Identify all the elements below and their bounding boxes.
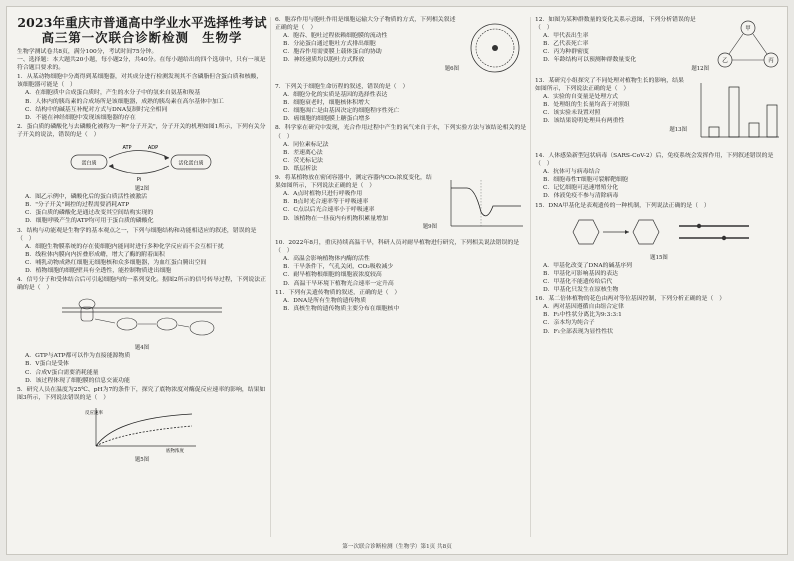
v-protein [157,318,177,330]
fig1-label-protein: 蛋白质 [81,160,97,167]
center-dot [492,45,498,51]
bar [709,127,719,137]
option: A．高温会影响植物体内酶的活性 [283,256,370,263]
figure-caption: 题4图 [134,345,150,352]
option: A．在细胞质中合成蛋白质时，产生的水分子中的氢来自氨基和羧基 [25,90,201,97]
column-1 [17,15,267,543]
option: B．乙代表死亡率 [543,41,589,48]
arrow [753,34,767,54]
effector [190,321,214,335]
option: D．神经递质均以胞吐方式释放 [283,57,365,64]
option: C．胞吞作用需要膜上载体蛋白的协助 [283,49,382,56]
signal-transduction-diagram [57,294,227,342]
option: D．高温干旱环境下植物光合速率一定升高 [283,280,394,287]
option: B．差速离心法 [283,149,323,156]
question-stem: 13．某研究小组探究了不同处理对植物生长的影响，结果如图所示，下列说法正确的是（ ） [535,78,684,93]
arrow [729,34,743,54]
title-line-2: 高三第一次联合诊断检测 生物学 [41,30,243,45]
option: B．B点时光合速率等于呼吸速率 [283,199,369,206]
cytosine-ring [573,220,599,244]
population-cycle-diagram [713,18,783,74]
arrow-bottom [109,166,169,174]
option: C．丙为种群密度 [543,49,589,56]
bar [767,105,777,137]
option: C．细胞凋亡是由基因决定的细胞程序性死亡 [283,108,400,115]
figure-1 [17,141,267,183]
option: D．细胞呼吸产生的ATP均可用于蛋白质的磷酸化 [25,218,154,225]
option: A．图乙示例中，磷酸化后的蛋白质活性被激活 [25,194,148,201]
circular-dna-figure [463,18,527,80]
figure-caption: 题15图 [650,254,668,261]
methyl-mark [722,235,726,239]
option: D．不能在神经细胞中发现该细胞器的存在 [25,114,136,121]
question-6 [275,16,527,82]
question-1 [17,73,267,122]
section-heading: 一、选择题：本大题共20小题，每小题2分，共40分。在每小题给出的四个选项中，只有一项是符合题目要求的。 [17,57,266,72]
question-stem: 6．胞吞作用与胞吐作用是细胞运输大分子物质的方式，下列相关叙述正确的是（ ） [275,17,456,32]
bar [749,123,759,137]
arrow [95,319,115,323]
option: D．该过程体现了细胞膜的信息交流功能 [25,377,130,384]
question-11 [275,289,527,313]
question-stem: 8．科学家在研究中发现，光合作用过程中产生的氧气来自于水，下列实验方法与该结论相关的是（ ） [275,125,527,140]
option: C．哺乳动物成熟红细胞无细胞核和众多细胞器，为血红蛋白腾出空间 [25,259,207,266]
question-8 [275,124,527,173]
option: B．细胞毒性T细胞可裂解靶细胞 [543,177,628,184]
option: A．同位素标记法 [283,141,329,148]
option: A．甲代表出生率 [543,33,589,40]
option: B．细胞衰老时，细胞核体积增大 [283,100,370,107]
figure-caption: 题12图 [691,65,709,72]
molecular-switch-diagram [67,141,217,183]
figure-2 [17,294,267,342]
question-10 [275,239,527,288]
option: B．F₂中性状分离比为9:3:3:1 [543,312,622,319]
column-divider [270,17,271,537]
option: C．亲本均为纯合子 [543,320,595,327]
signal-molecule [79,299,95,309]
question-stem: 9．将某植物放在密闭容器中，测定容器内CO₂浓度变化，结果如图所示，下列说法正确的是（ ） [275,175,432,190]
methyl-mark [697,223,701,227]
option: D．体液免疫不参与清除病毒 [543,193,619,200]
fig6-label-bing: 丙 [768,58,774,64]
figure-caption: 题2图 [134,186,150,193]
figure-caption: 题13图 [669,126,687,133]
bar-chart-figure [691,79,783,149]
fig1-label-pi: Pi [136,177,142,184]
option: C．C点以后光合速率小于呼吸速率 [283,207,375,214]
option: C．荧光标记法 [283,157,323,164]
option: B．处理组的生长量均高于对照组 [543,102,630,109]
curve-2 [96,426,192,446]
question-stem: 1．从某动物细胞中分离得到某细胞器，对其成分进行检测发现其不含磷脂但含蛋白质和核酸，该细胞器可能是（ ） [17,74,263,89]
option: B．人体内的胰岛素的合成场所是该细胞器，成熟的胰岛素在高尔基体中加工 [25,98,224,105]
option: B．线粒体内膜向内折叠形成嵴，增大了酶的附着面积 [25,251,165,258]
question-stem: 11．下列有关遗传物质的叙述，正确的是（ ） [275,289,401,296]
question-stem: 5．研究人员在温度为25℃、pH为7的条件下，探究了底物浓度对酶促反应速率的影响，结果如图3所示，下列说法错误的是（ ） [17,386,266,401]
column-3 [535,15,783,543]
bar [729,87,739,137]
figure-caption: 题9图 [422,223,437,230]
option: A．实验的自变量是处理方式 [543,94,618,101]
question-stem: 3．结构与功能观是生物学的基本观点之一，下列与细胞结构和功能相适应的叙述，错误的是（ ） [17,227,257,242]
rate-curve-chart [82,404,202,454]
fig6-label-jia: 甲 [745,26,751,32]
option: C．该实验未设置对照 [543,110,601,117]
option: D．纸层析法 [283,165,318,172]
option: B．"分子开关"调控的过程需要消耗ATP [25,202,130,209]
question-5 [17,386,267,464]
column-2 [275,15,527,543]
title-line-1: 2023年重庆市普通高中学业水平选择性考试 [17,15,267,30]
option: A．细胞分化的实质是基因的选择性表达 [283,92,388,99]
option: A．胞吞、胞吐过程依赖细胞膜的流动性 [283,33,388,40]
question-9 [275,174,527,238]
option: D．植物细胞的细胞壁具有全透性，能控制物质进出细胞 [25,267,172,274]
question-16 [535,295,783,335]
fig6-label-yi: 乙 [722,58,728,64]
fig1-label-adp: ADP [147,145,159,152]
option: B．真核生物的遗传物质主要分布在细胞核中 [283,305,400,312]
exam-sheet [6,6,788,555]
option: A．两对基因遵循自由组合定律 [543,304,624,311]
option: D．癌细胞的细胞膜上糖蛋白增多 [283,116,371,123]
question-stem: 12．如图为某种群数量的变化关系示意图，下列分析错误的是（ ） [535,17,696,32]
option: A．甲基化改变了DNA的碱基序列 [543,262,633,269]
option: A．DNA是所有生物的遗传物质 [283,297,367,304]
methyl-cytosine-ring [633,220,659,244]
option: C．蛋白质的磷酸化是通过改变其空间结构实现的 [25,210,154,217]
option: C．结构中的碱基互补配对方式与DNA复制时完全相同 [25,106,168,113]
question-13 [535,77,783,151]
methylation-diagram [559,212,759,252]
question-14 [535,152,783,201]
question-12 [535,16,783,76]
co2-curve-chart [441,176,527,236]
question-3 [17,227,267,276]
option: A．抗体可与病毒结合 [543,169,601,176]
question-stem: 2．蛋白质的磷酸化与去磷酸化被称为一种"分子开关"，分子开关的机理如图1所示，下列有关分子开关的说法，错误的是（ ） [17,123,266,138]
option: B．甲基化可影响基因的表达 [543,270,619,277]
figure-caption: 题6图 [444,65,459,72]
column-divider [530,17,531,537]
question-7 [275,83,527,123]
question-stem: 15．DNA甲基化是表观遗传的一种机制，下列说法正确的是（ ） [535,202,710,209]
question-stem: 4．信号分子和受体结合后可引起细胞内的一系列变化。据图2所示的信号转导过程，下列说法正确的是（ ） [17,277,267,292]
y-axis-label: 反应速率 [85,410,103,416]
g-protein [117,318,137,330]
option: C．合成V蛋白需要消耗能量 [25,369,99,376]
arrow-top [109,151,169,159]
instructions: 生物学测试卷共8页，满分100分，考试时间75分钟。 [17,49,158,55]
co2-curve [451,188,521,216]
exam-title [17,15,267,45]
option: D．该植物在一昼夜内有机物积累量增加 [283,215,388,222]
fig1-label-atp: ATP [122,145,132,152]
option: D．该结果说明处理具有两重性 [543,118,625,125]
option: C．记忆细胞可迅速增殖分化 [543,185,619,192]
option: C．甲基化不能遗传给后代 [543,278,613,285]
page-footer: 第一次联合诊断检测（生物学）第1页 共8页 [342,544,452,550]
option: D．F₁全部表现为显性性状 [543,328,614,335]
option: B．V蛋白是受体 [25,361,69,368]
option: A．细胞生物膜系统的存在使细胞内能同时进行多种化学反应而不会互相干扰 [25,243,224,250]
curve-1 [96,414,192,446]
x-axis-label: 底物浓度 [166,448,184,454]
figure-caption: 题5图 [134,456,150,463]
option: B．分泌蛋白通过胞吐方式排出细胞 [283,41,376,48]
option: C．耐旱植物根细胞的细胞液浓度较高 [283,272,382,279]
question-stem: 10．2022年8月，重庆持续高温干旱，科研人员对耐旱植物进行研究，下列相关说法错误的是（ ） [275,240,520,255]
option: D．年龄结构可以预测种群数量变化 [543,57,637,64]
fig1-label-active: 活化蛋白质 [178,160,204,167]
option: B．干旱条件下，气孔关闭，CO₂吸收减少 [283,264,394,271]
question-stem: 7．下列关于细胞生命历程的叙述，错误的是（ ） [275,84,409,90]
question-15 [535,202,783,295]
question-stem: 16．某二倍体植物的花色由两对等位基因控制，下列分析正确的是（ ） [535,296,726,303]
figure-3 [17,404,267,454]
arrowhead [625,230,629,234]
arrow [178,325,189,327]
option: A．A点时植物只进行呼吸作用 [283,191,363,198]
figure-8 [535,212,783,252]
question-4 [17,276,267,385]
option: D．甲基化只发生在原核生物 [543,287,619,294]
question-2 [17,123,267,226]
question-stem: 14．人体感染新型冠状病毒（SARS-CoV-2）后，免疫系统会发挥作用，下列叙述错误的是（ ） [535,153,774,168]
option: A．GTP与ATP都可以作为直接能源物质 [25,353,131,360]
